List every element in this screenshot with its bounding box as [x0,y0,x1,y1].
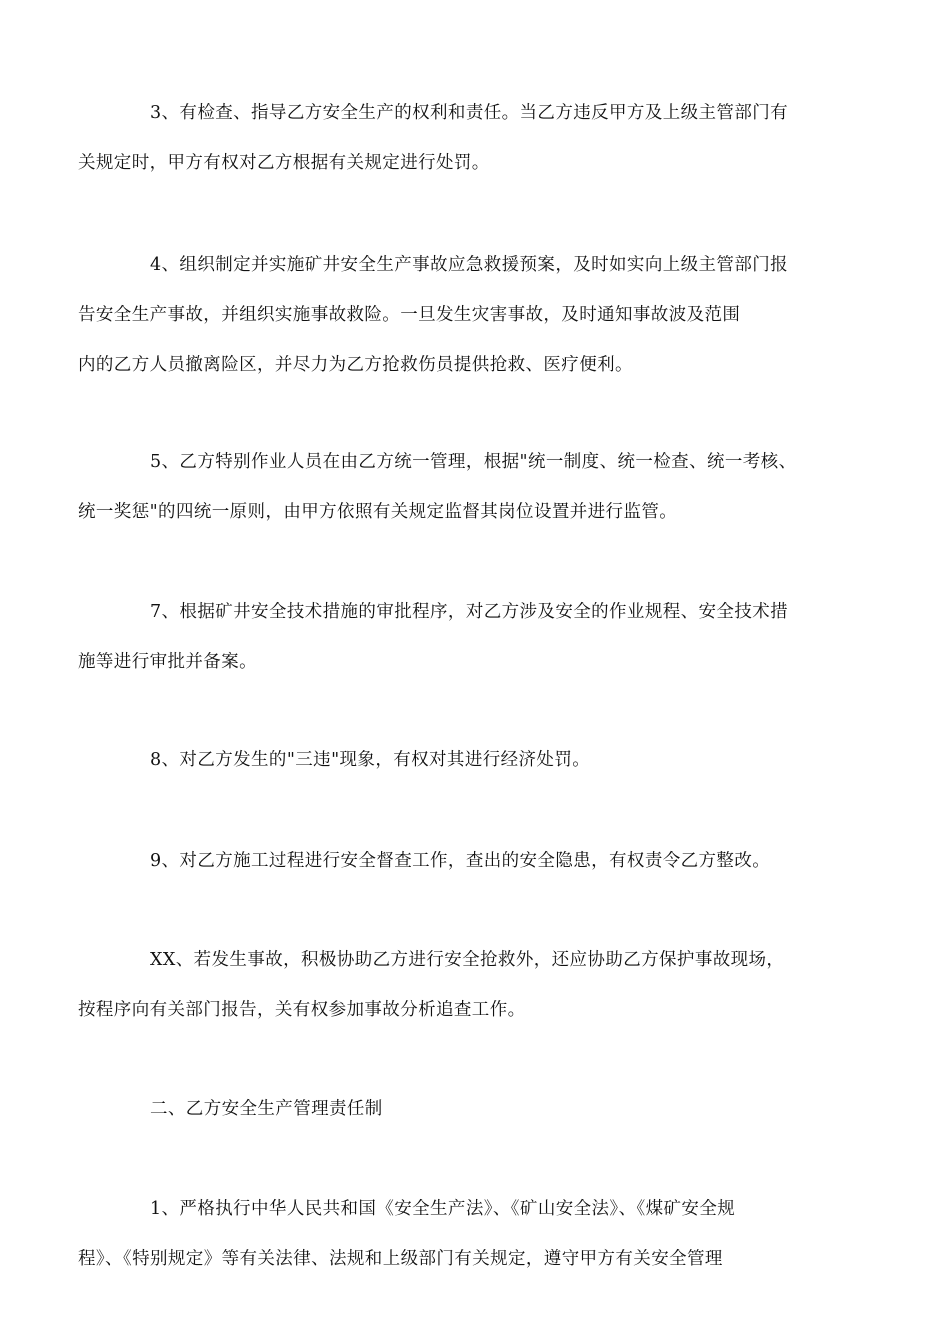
paragraph-line: XX、若发生事故，积极协助乙方进行安全抢救外，还应协助乙方保护事故现场， [150,950,785,970]
paragraph-line: 8、对乙方发生的"三违"现象，有权对其进行经济处罚。 [150,750,591,770]
paragraph-9 [114,836,849,886]
paragraph-line: 4、组织制定并实施矿井安全生产事故应急救援预案，及时如实向上级主管部门报 [150,255,789,275]
paragraph-line: 5、乙方特别作业人员在由乙方统一管理，根据"统一制度、统一检查、统一考核、 [150,452,797,472]
paragraph-7 [78,587,849,687]
paragraph-line: 程》、《特别规定》等有关法律、法规和上级部门有关规定，遵守甲方有关安全管理 [78,1249,723,1269]
paragraph-line: 9、对乙方施工过程进行安全督查工作，查出的安全隐患，有权责令乙方整改。 [150,851,771,871]
paragraph-line: 施等进行审批并备案。 [78,652,257,672]
paragraph-4 [78,240,849,390]
paragraph-5 [78,437,849,537]
paragraph-line: 按程序向有关部门报告，关有权参加事故分析追查工作。 [78,1000,526,1020]
paragraph-xx [78,935,849,1035]
section-heading [114,1084,849,1134]
section-heading-text: 二、乙方安全生产管理责任制 [150,1099,383,1119]
paragraph-8 [114,735,849,785]
paragraph-line: 内的乙方人员撤离险区，并尽力为乙方抢救伤员提供抢救、医疗便利。 [78,355,633,375]
paragraph-line: 7、根据矿井安全技术措施的审批程序，对乙方涉及安全的作业规程、安全技术措 [150,602,789,622]
paragraph-line: 告安全生产事故，并组织实施事故救险。一旦发生灾害事故，及时通知事故波及范围 [78,305,741,325]
paragraph-line: 关规定时，甲方有权对乙方根据有关规定进行处罚。 [78,153,490,173]
paragraph-3 [78,88,849,188]
paragraph-line: 1、严格执行中华人民共和国《安全生产法》、《矿山安全法》、《煤矿安全规 [150,1199,736,1219]
paragraph-line: 3、有检查、指导乙方安全生产的权利和责任。当乙方违反甲方及上级主管部门有 [150,103,789,123]
paragraph-1 [78,1184,849,1284]
paragraph-line: 统一奖惩"的四统一原则，由甲方依照有关规定监督其岗位设置并进行监管。 [78,502,678,522]
